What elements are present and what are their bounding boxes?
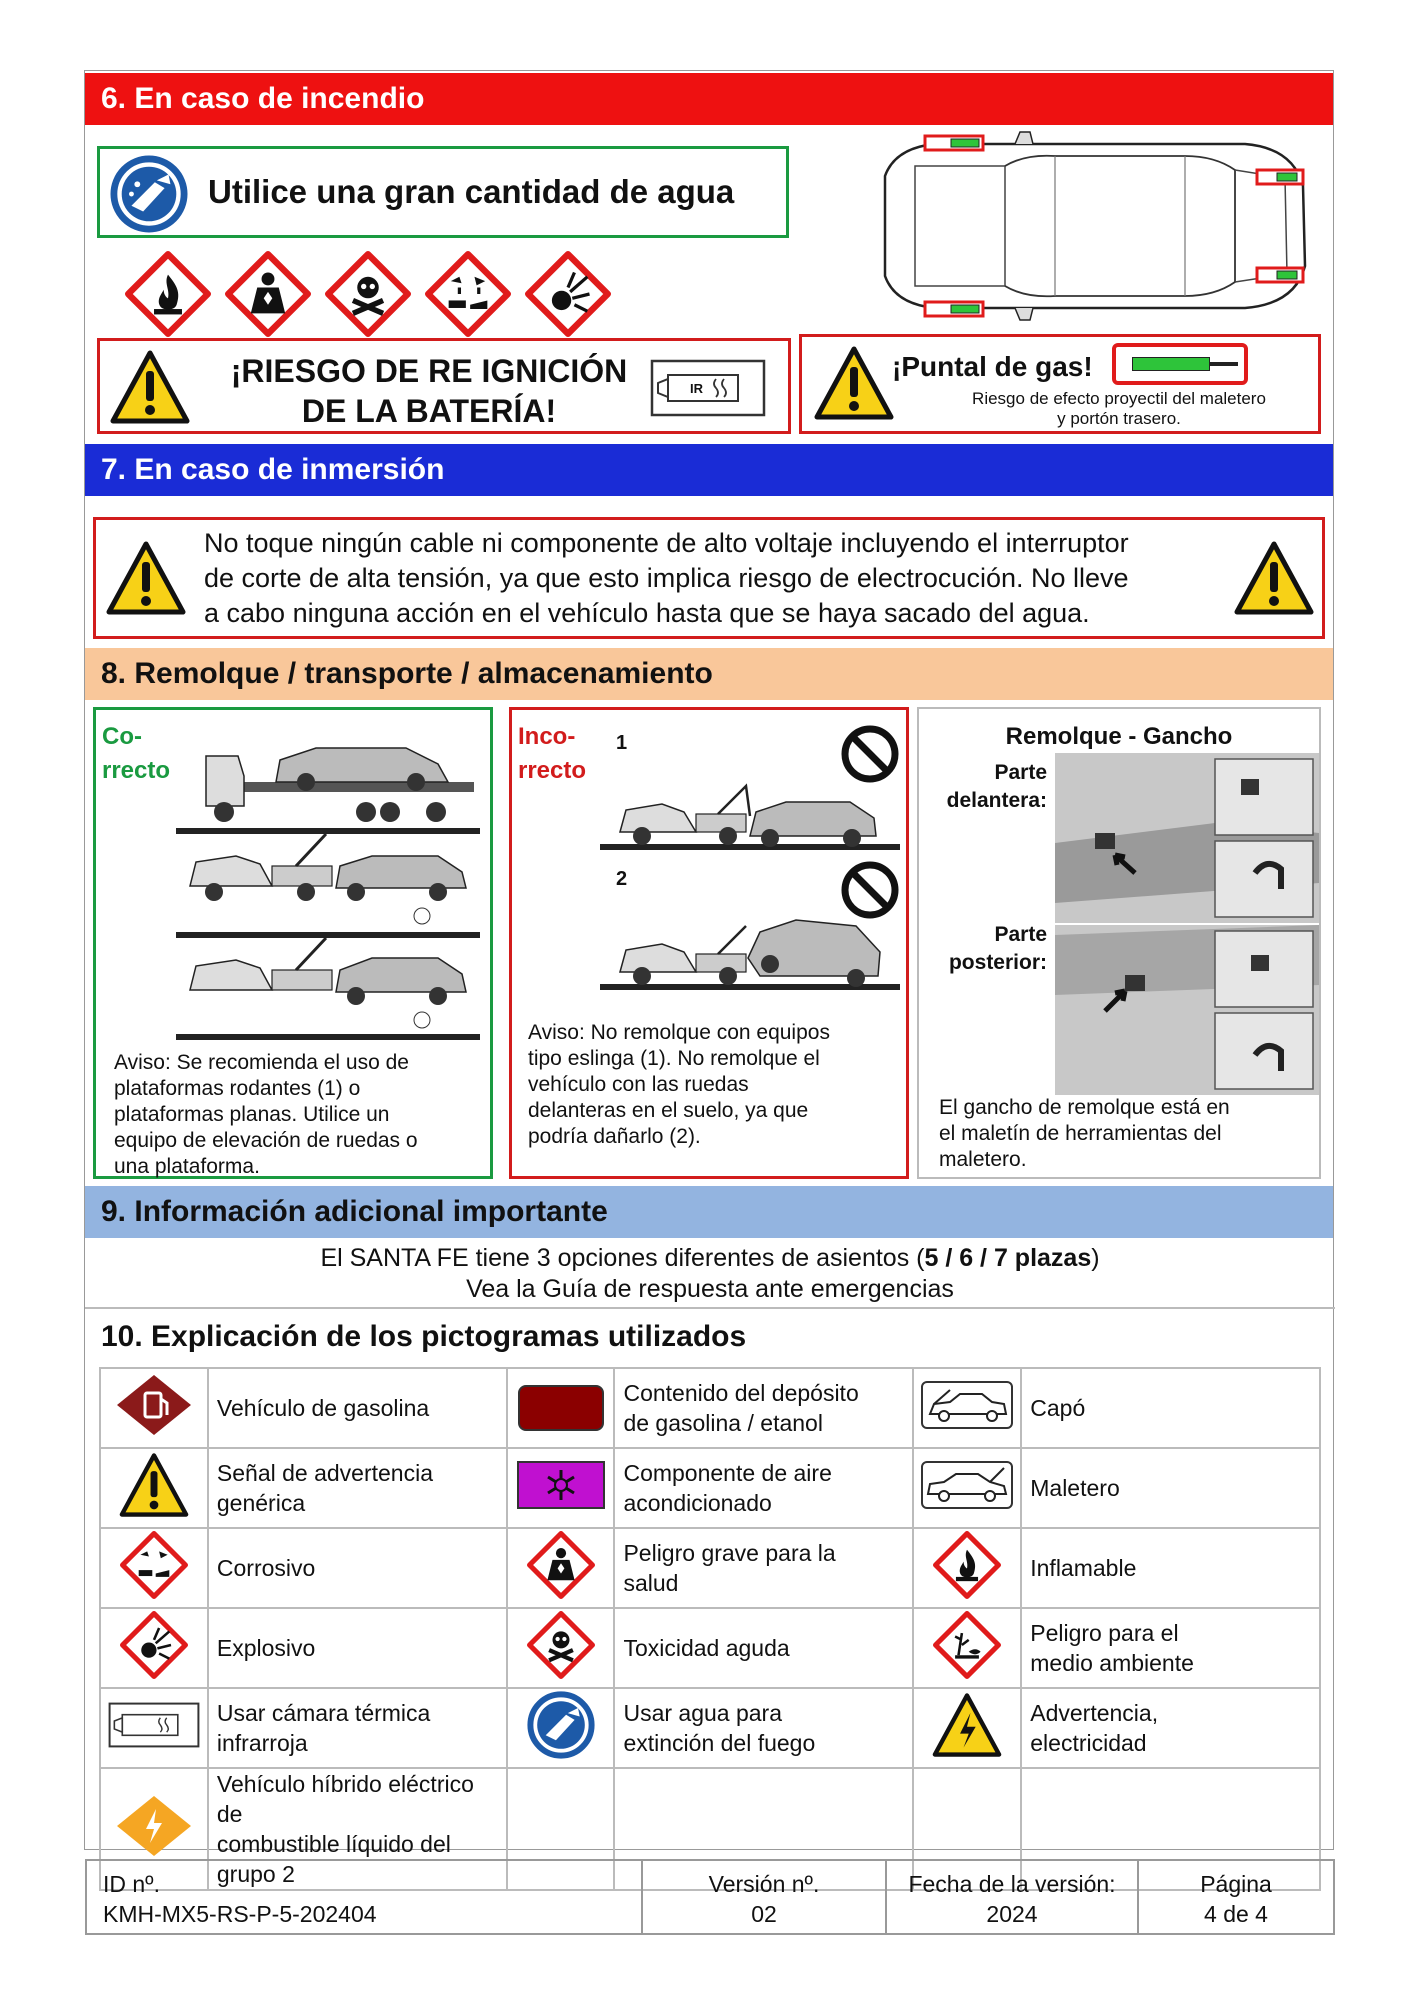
immersion-line-1: No toque ningún cable ni componente de alto voltaje incluyendo el interruptor [204,528,1129,558]
seating-options-bold: 5 / 6 / 7 plazas [924,1244,1092,1272]
additional-info-text [85,1243,1335,1305]
health-hazard-icon [225,251,311,337]
gas-strut-title: ¡Puntal de gas! [892,351,1093,382]
incorrect-note [528,1020,830,1150]
warning-triangle-icon [812,345,896,421]
explosive-icon [525,251,611,337]
explosive-icon [120,1611,188,1679]
incorrect-towing-panel [509,707,909,1179]
section-8-header: 8. Remolque / transporte / almacenamiento [85,648,1333,700]
environmental-hazard-icon [933,1611,1001,1679]
pictogram-label: Usar agua para extinción del fuego [614,1688,913,1768]
flammable-icon [125,251,211,337]
page-number: 4 de 4 [1204,1901,1268,1927]
pictogram-label: Toxicidad aguda [614,1608,913,1688]
tow-hook-note-1: El gancho de remolque está en [939,1096,1230,1119]
fuel-tank-icon [518,1385,604,1431]
pictogram-label: Peligro para el medio ambiente [1021,1608,1320,1688]
footer-page: Página 4 de 4 [1139,1861,1333,1933]
gas-strut-box [799,334,1321,434]
section-10-header: 10. Explicación de los pictogramas utilizados [85,1311,1333,1363]
warning-triangle-icon [108,349,192,425]
tow-hook-note [939,1095,1230,1173]
ir-label: IR [690,381,703,396]
pictogram-label: Componente de aire acondicionado [614,1448,913,1528]
correct-label-1: Co- [102,723,142,750]
pictogram-label: Vehículo híbrido eléctrico de combustible líquido del grupo 2 [208,1768,507,1890]
battery-title-line-1: ¡RIESGO DE RE IGNICIÓN [230,353,628,389]
version-number: 02 [751,1901,777,1927]
trunk-icon [920,1460,1014,1510]
front-label [927,759,1047,815]
rear-hook-photo [1055,925,1319,1095]
corrosive-icon [425,251,511,337]
hood-icon [920,1380,1014,1430]
footer-version: Versión nº. 02 [643,1861,887,1933]
immersion-warning-box [93,517,1325,639]
immersion-line-3: a cabo ninguna acción en el vehículo hasta que se haya sacado del agua. [204,598,1090,628]
vehicle-top-view-diagram [855,126,1320,326]
tow-hook-title: Remolque - Gancho [1005,723,1233,750]
general-warning-icon [118,1452,190,1518]
correct-note [114,1050,418,1180]
flammable-icon [933,1531,1001,1599]
gas-strut-sub-2: y portón trasero. [1057,409,1181,428]
pictogram-label: Señal de advertencia genérica [208,1448,507,1528]
thermal-camera-icon [108,1702,200,1748]
incorrect-note-3: vehículo con las ruedas [528,1073,749,1096]
gas-strut-icon [1132,357,1210,371]
correct-note-2: plataformas rodantes (1) o [114,1077,361,1100]
acute-toxicity-icon [325,251,411,337]
section-7-header: 7. En caso de inmersión [85,444,1333,496]
water-extinguish-box [97,146,789,238]
document-footer [85,1859,1335,1935]
incorrect-note-1: Aviso: No remolque con equipos [528,1021,830,1044]
water-extinguish-icon [110,155,188,233]
warning-triangle-icon [104,540,188,616]
petrol-vehicle-icon [114,1372,194,1438]
pictogram-label: Inflamable [1021,1528,1320,1608]
rear-label [927,921,1047,977]
correct-towing-panel [93,707,493,1179]
correct-note-1: Aviso: Se recomienda el uso de [114,1051,409,1074]
correct-note-4: equipo de elevación de ruedas o [114,1129,418,1152]
hybrid-electric-vehicle-icon [114,1793,194,1859]
tow-hook-note-3: maletero. [939,1148,1027,1171]
pictogram-table [99,1367,1321,1891]
prohibited-icon [840,724,900,784]
air-conditioning-icon [516,1460,606,1510]
gas-strut-sub-1: Riesgo de efecto proyectil del maletero [972,389,1266,408]
pictogram-label: Usar cámara térmica infrarroja [208,1688,507,1768]
battery-reignition-title [204,351,654,431]
pictogram-label: Corrosivo [208,1528,507,1608]
incorrect-label [518,720,586,788]
corrosive-icon [120,1531,188,1599]
front-label-1: Parte [994,761,1047,784]
table-row [100,1448,1320,1528]
correct-note-5: una plataforma. [114,1155,260,1178]
table-row [100,1528,1320,1608]
acute-toxicity-icon [527,1611,595,1679]
gas-strut-subtitle [934,389,1304,429]
incorrect-label-1: Inco- [518,723,576,750]
document-id: KMH-MX5-RS-P-5-202404 [103,1901,377,1927]
incorrect-note-2: tipo eslinga (1). No remolque el [528,1047,820,1070]
immersion-text [204,526,1129,631]
footer-id: ID nº. KMH-MX5-RS-P-5-202404 [87,1861,643,1933]
incorrect-case-2-number: 2 [616,868,628,890]
prohibited-icon [840,860,900,920]
thermal-camera-icon [650,359,766,417]
battery-reignition-box [97,338,791,434]
pictogram-label: Advertencia, electricidad [1021,1688,1320,1768]
divider [85,1307,1335,1309]
front-hook-photo [1055,753,1319,923]
pictogram-label: Vehículo de gasolina [208,1368,507,1448]
rear-label-1: Parte [994,923,1047,946]
water-extinguish-text: Utilice una gran cantidad de agua [208,173,735,210]
water-extinguish-icon [527,1691,595,1759]
seating-options-line: El SANTA FE tiene 3 opciones diferentes de asientos (5 / 6 / 7 plazas) [320,1244,1100,1272]
section-9-header: 9. Información adicional importante [85,1186,1333,1238]
pictogram-label: Peligro grave para la salud [614,1528,913,1608]
correct-note-3: plataformas planas. Utilice un [114,1103,390,1126]
correct-label-2: rrecto [102,757,171,784]
table-row [100,1688,1320,1768]
table-row [100,1368,1320,1448]
pictogram-label: Maletero [1021,1448,1320,1528]
warning-triangle-icon [1232,540,1316,616]
battery-title-line-2: DE LA BATERÍA! [301,393,557,429]
section-6-header: 6. En caso de incendio [85,73,1333,125]
tow-hook-note-2: el maletín de herramientas del [939,1122,1222,1145]
rear-label-2: posterior: [948,951,1047,974]
gas-strut-legend [1112,343,1248,385]
footer-date: Fecha de la versión: 2024 [887,1861,1139,1933]
electricity-warning-icon [931,1692,1003,1758]
pictogram-label: Contenido del depósito de gasolina / etanol [614,1368,913,1448]
rescue-sheet-page [84,70,1334,1927]
incorrect-label-2: rrecto [518,757,587,784]
correct-label [102,720,170,788]
incorrect-note-5: podría dañarlo (2). [528,1125,701,1148]
pictogram-label: Capó [1021,1368,1320,1448]
correct-towing-illustration [176,716,480,1040]
health-hazard-icon [527,1531,595,1599]
incorrect-note-4: delanteras en el suelo, ya que [528,1099,809,1122]
version-date: 2024 [986,1901,1038,1927]
tow-hook-panel [917,707,1321,1179]
front-label-2: delantera: [946,789,1047,812]
immersion-line-2: de corte de alta tensión, ya que esto implica riesgo de electrocución. No lleve [204,563,1129,593]
table-row [100,1608,1320,1688]
emergency-guide-line: Vea la Guía de respuesta ante emergencias [466,1275,954,1303]
incorrect-case-1-number: 1 [616,732,628,754]
pictogram-label: Explosivo [208,1608,507,1688]
